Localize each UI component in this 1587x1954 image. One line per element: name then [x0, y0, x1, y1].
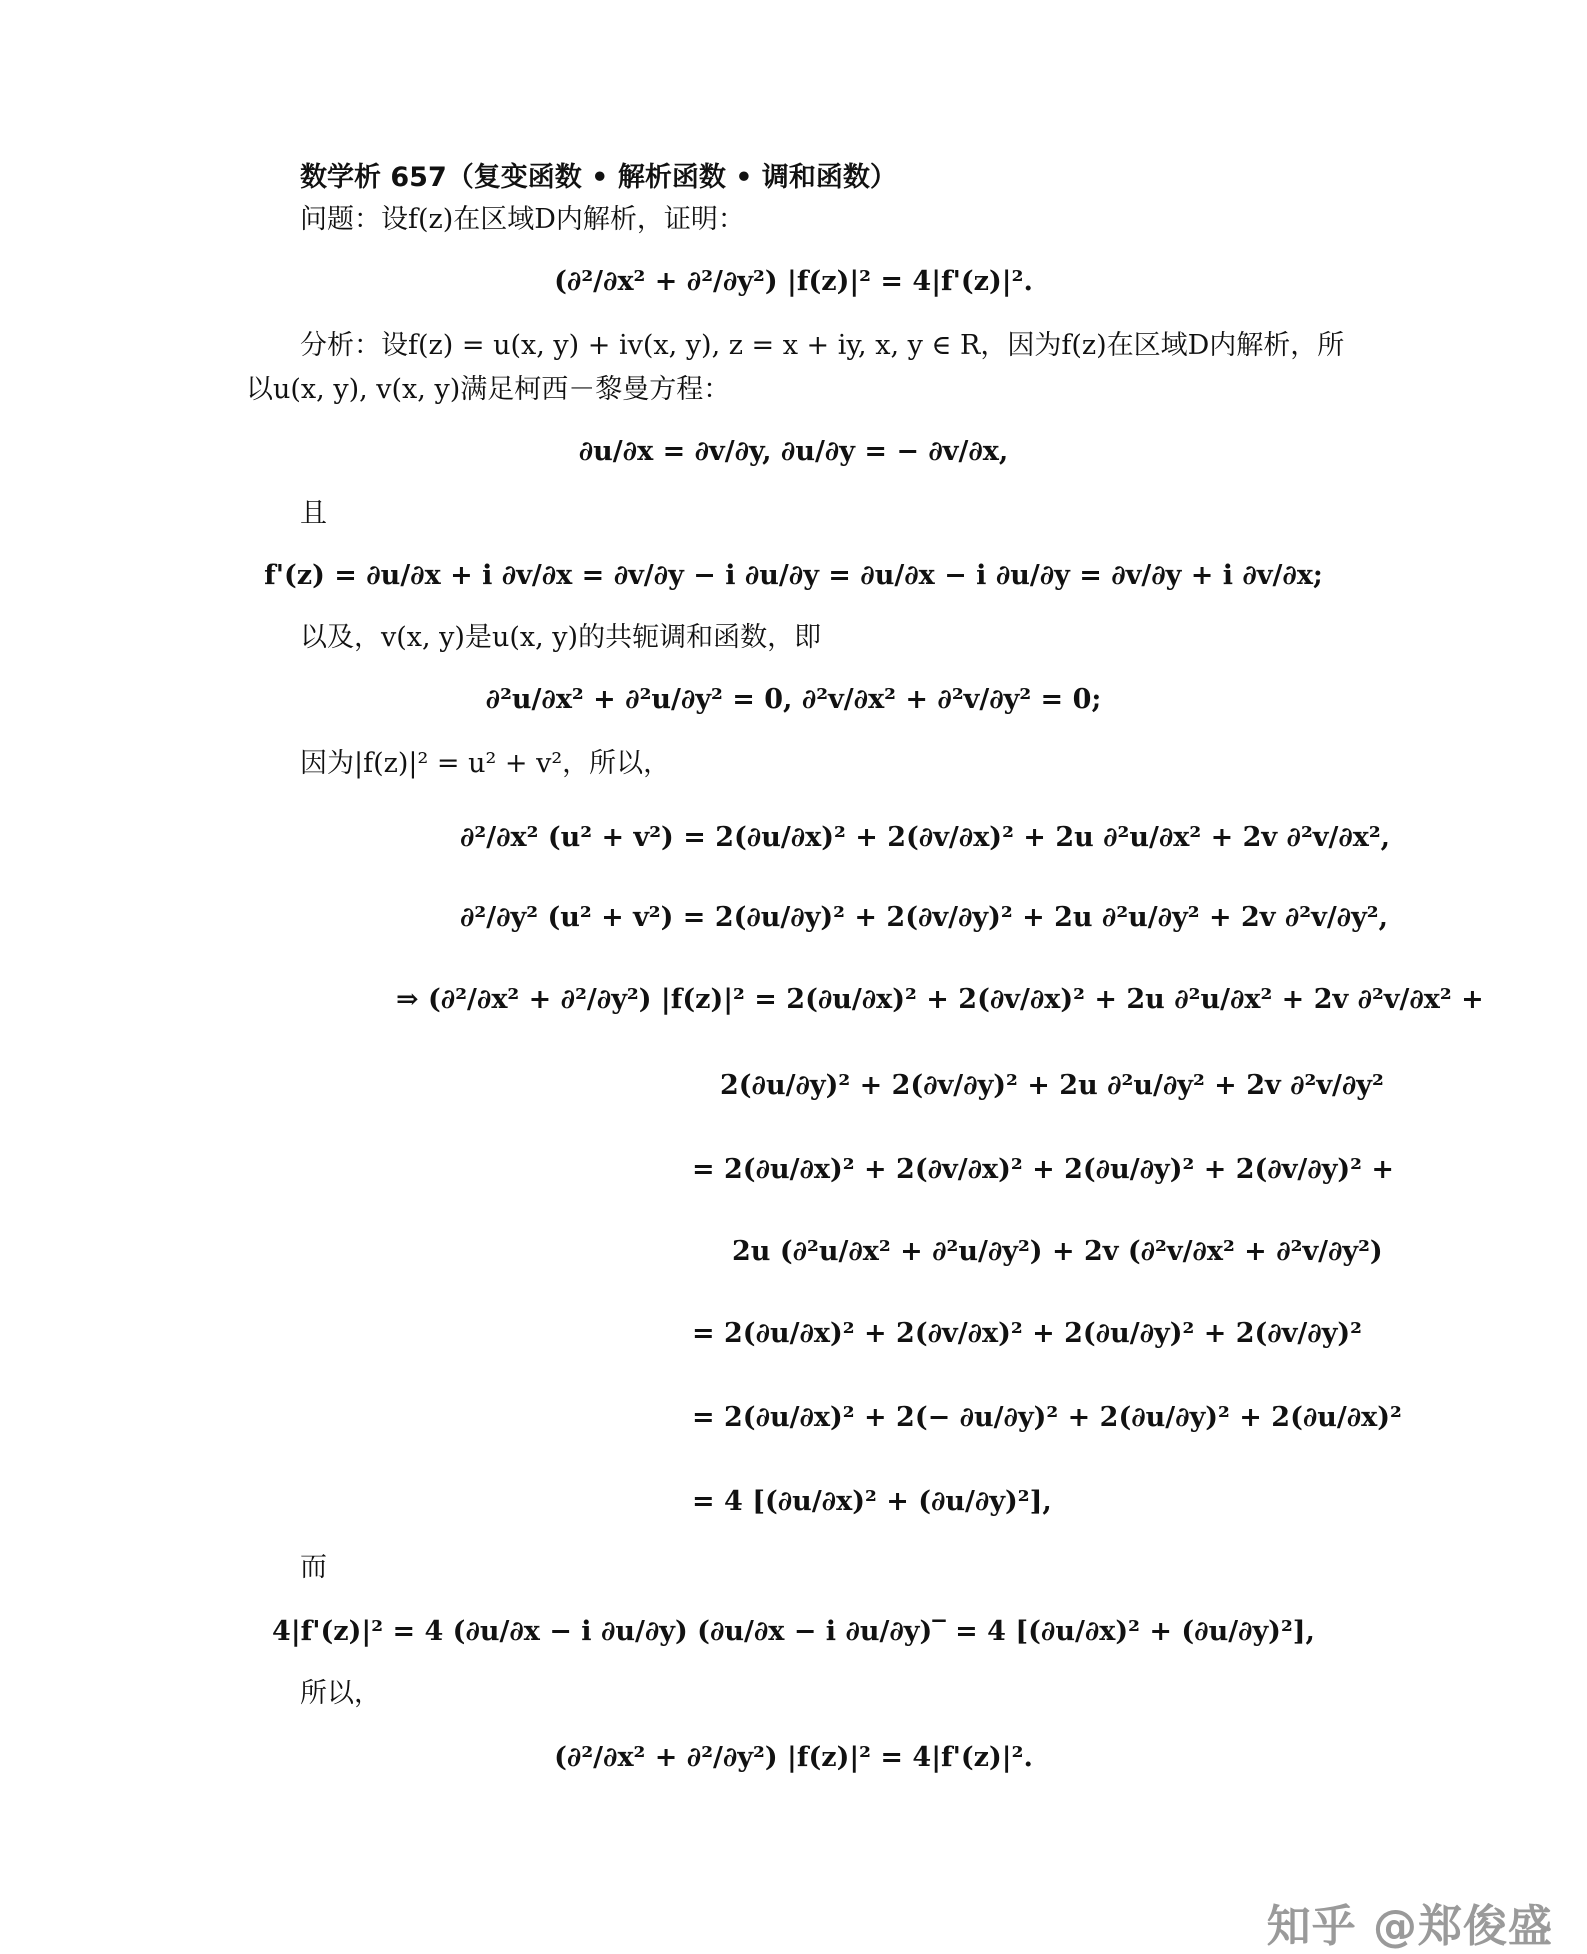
watermark: 知乎 @郑俊盛	[1266, 1901, 1553, 1952]
problem-lead: 问题：设f(z)在区域D内解析，证明：	[300, 204, 745, 235]
derivative-equation: f'(z) = ∂u/∂x + i ∂v/∂x = ∂v/∂y − i ∂u/∂y = ∂u/∂x − i ∂u/∂y = ∂v/∂y + i ∂v/∂x;	[264, 560, 1323, 591]
step-5: = 2(∂u/∂x)² + 2(− ∂u/∂y)² + 2(∂u/∂y)² + 2(∂u/∂x)²	[692, 1402, 1402, 1433]
analysis-line-1: 分析：设f(z) = u(x, y) + iv(x, y), z = x + iy, x, y ∈ R，因为f(z)在区域D内解析，所	[300, 330, 1345, 361]
so-label: 所以，	[300, 1678, 381, 1709]
problem-equation: (∂²/∂x² + ∂²/∂y²) |f(z)|² = 4|f'(z)|².	[554, 266, 1033, 297]
cauchy-riemann-equation: ∂u/∂x = ∂v/∂y, ∂u/∂y = − ∂v/∂x,	[578, 436, 1009, 467]
second-derivative-x: ∂²/∂x² (u² + v²) = 2(∂u/∂x)² + 2(∂v/∂x)² + 2u ∂²u/∂x² + 2v ∂²v/∂x²,	[460, 822, 1391, 853]
analysis-line-2: 以u(x, y), v(x, y)满足柯西－黎曼方程：	[246, 374, 731, 405]
because-text: 因为|f(z)|² = u² + v²，所以，	[300, 748, 671, 779]
step-6: = 4 [(∂u/∂x)² + (∂u/∂y)²],	[692, 1486, 1052, 1517]
step-4: = 2(∂u/∂x)² + 2(∂v/∂x)² + 2(∂u/∂y)² + 2(∂v/∂y)²	[692, 1318, 1362, 1349]
step-3b: 2u (∂²u/∂x² + ∂²u/∂y²) + 2v (∂²v/∂x² + ∂²v/∂y²)	[732, 1236, 1383, 1267]
final-equation: (∂²/∂x² + ∂²/∂y²) |f(z)|² = 4|f'(z)|².	[554, 1742, 1033, 1773]
conjugate-text: 以及，v(x, y)是u(x, y)的共轭调和函数，即	[300, 622, 822, 653]
fprime-equation: 4|f'(z)|² = 4 (∂u/∂x − i ∂u/∂y) (∂u/∂x − i ∂u/∂y)‾ = 4 [(∂u/∂x)² + (∂u/∂y)²],	[272, 1616, 1315, 1647]
implies-line-2: 2(∂u/∂y)² + 2(∂v/∂y)² + 2u ∂²u/∂y² + 2v ∂²v/∂y²	[720, 1070, 1384, 1101]
step-3a: = 2(∂u/∂x)² + 2(∂v/∂x)² + 2(∂u/∂y)² + 2(∂v/∂y)² +	[692, 1154, 1394, 1185]
second-derivative-y: ∂²/∂y² (u² + v²) = 2(∂u/∂y)² + 2(∂v/∂y)² + 2u ∂²u/∂y² + 2v ∂²v/∂y²,	[460, 902, 1389, 933]
harmonic-equation: ∂²u/∂x² + ∂²u/∂y² = 0, ∂²v/∂x² + ∂²v/∂y² = 0;	[485, 684, 1102, 715]
document-title: 数学析 657（复变函数 • 解析函数 • 调和函数）	[300, 162, 897, 193]
and-label: 且	[300, 498, 327, 529]
while-label: 而	[300, 1552, 327, 1583]
implies-line-1: ⇒ (∂²/∂x² + ∂²/∂y²) |f(z)|² = 2(∂u/∂x)² + 2(∂v/∂x)² + 2u ∂²u/∂x² + 2v ∂²v/∂x² +	[396, 984, 1484, 1015]
